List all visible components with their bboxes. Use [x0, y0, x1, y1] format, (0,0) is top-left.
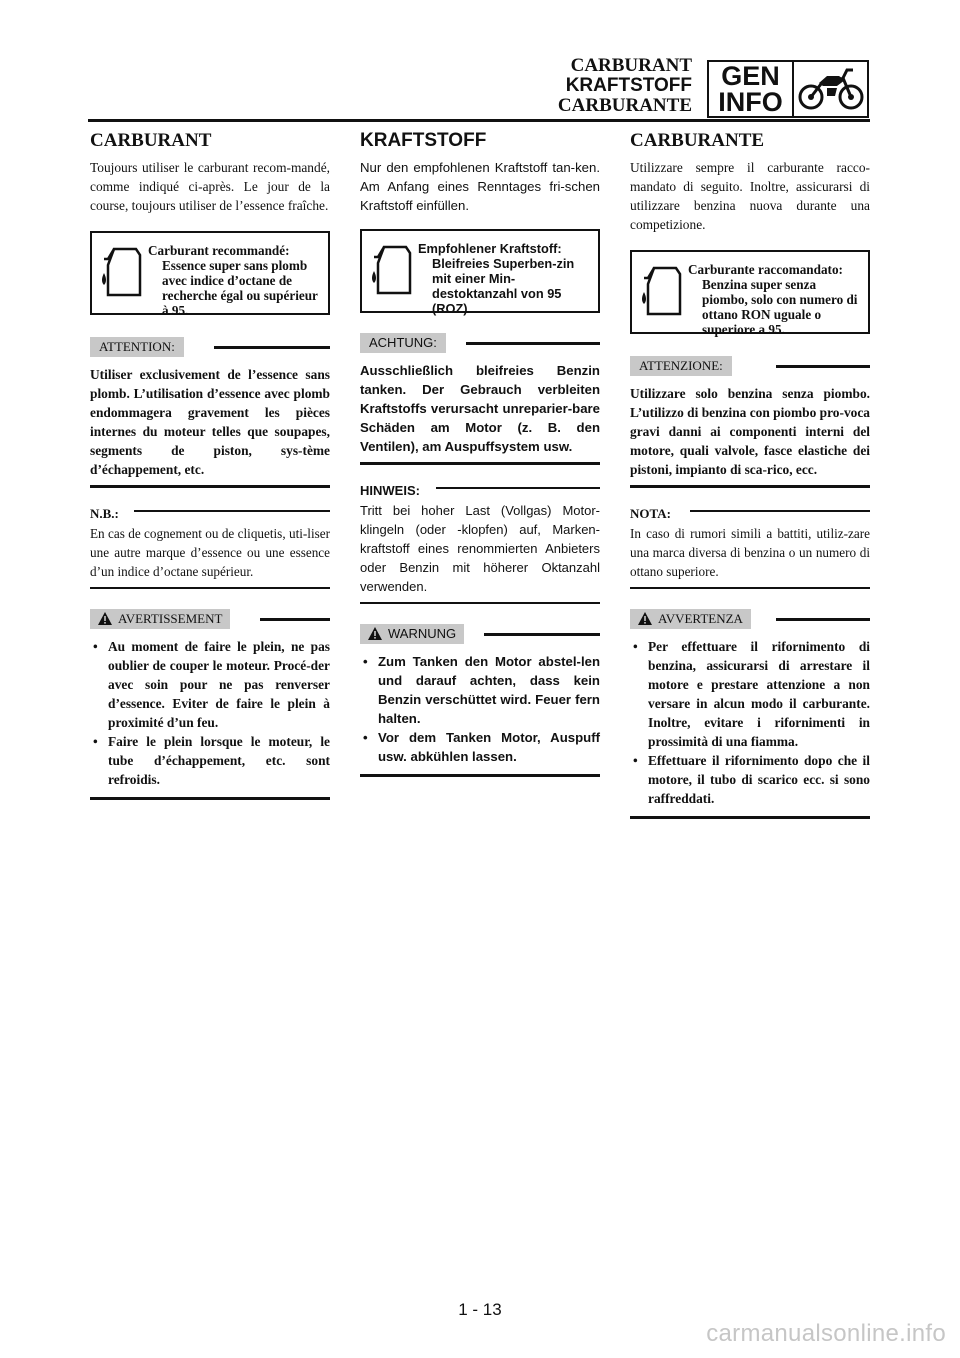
note-label: HINWEIS: [360, 483, 420, 498]
warning-list [630, 637, 870, 808]
header-title-fr: CARBURANT [570, 55, 692, 76]
note-text: Tritt bei hoher Last (Vollgas) Motor-klingeln (oder -klopfen) auf, Marken-kraftstoff eines renommierten Anbieters oder Benzin mit höherer Oktanzahl verwenden. [360, 503, 600, 594]
fuel-spec: Essence super sans plomb avec indice d’octane de recherche égal ou supérieur à 95. [162, 258, 318, 318]
warning-item: • Vor dem Tanken Motor, Auspuff usw. abkühlen lassen. [360, 728, 600, 766]
motorcycle-icon [797, 66, 865, 112]
note-text: In caso di rumori simili a battiti, utiliz-zare una marca diversa di benzina o un numero di ottano superiore. [630, 526, 870, 579]
recommended-fuel-box [360, 229, 600, 316]
intro-text: Toujours utiliser le carburant recom-mandé, comme indiqué ci-après. Le jour de la course, toujours utiliser de l’essence fraîche. [90, 160, 330, 213]
fuel-spec: Benzina super senza piombo, solo con numero di ottano RON uguale o superiore a 95. [702, 277, 858, 337]
fuel-can-icon [370, 243, 414, 299]
warning-item: • Per effettuare il rifornimento di benzina, assicurarsi di arrestare il motore e prestare attenzione a non versare in alcun modo il carburante. Inoltre, evitare i rifornimenti in prossimità di una fiamma. [630, 637, 870, 751]
header-titles [558, 56, 692, 116]
warning-list [90, 637, 330, 789]
note-label: N.B.: [90, 506, 119, 521]
intro-text: Nur den empfohlenen Kraftstoff tan-ken. Am Anfang eines Renntages fri-schen Kraftstoff einfüllen. [360, 160, 600, 213]
warning-label: WARNUNG [388, 626, 457, 641]
attention-label: ATTENTION: [90, 337, 184, 357]
attention-rule [214, 346, 330, 349]
page-number: 1 - 13 [458, 1300, 502, 1319]
warning-tag [90, 609, 230, 629]
warning-tag [630, 609, 751, 629]
warning-triangle-icon [367, 626, 383, 641]
header-title-it: CARBURANTE [557, 95, 692, 116]
attention-text: Utilizzare solo benzina senza piombo. L’utilizzo di benzina con piombo pro-voca gravi danni ai componenti interni del motore, quali valvole, fasce elastiche dei pistoni, impianto di sca-rico, ecc. [630, 386, 870, 477]
attention-label: ATTENZIONE: [630, 356, 732, 376]
section-heading: CARBURANT [90, 130, 212, 151]
note-text: En cas de cognement ou de cliquetis, uti-liser une autre marque d’essence ou une essence d’un indice d’octane supérieur. [90, 526, 330, 579]
fuel-title: Carburant recommandé: [148, 243, 290, 258]
gen-info-label: GEN INFO [709, 62, 794, 116]
section-heading: CARBURANTE [630, 130, 765, 151]
attention-label: ACHTUNG: [360, 333, 446, 353]
header-title-de: KRAFTSTOFF [565, 75, 692, 96]
intro-text: Utilizzare sempre il carburante racco-mandato di seguito. Inoltre, assicurarsi di utilizzare benzina nuova durante una competizione. [630, 160, 870, 232]
warning-tag [360, 624, 464, 644]
warning-item: • Zum Tanken den Motor abstel-len und darauf achten, dass kein Benzin verschüttet wird. Feuer fern halten. [360, 652, 600, 728]
attention-text: Utiliser exclusivement de l’essence sans plomb. L’utilisation d’essence avec plomb endommagera gravement les pièces internes du moteur telles que soupapes, segments de piston, sys-tème d’échappement, etc. [90, 367, 330, 477]
recommended-fuel-box [630, 250, 870, 337]
fuel-title: Carburante raccomandato: [688, 262, 843, 277]
attention-text: Ausschließlich bleifreies Benzin tanken. Der Gebrauch verbleiten Kraftstoffs verursacht unreparier-bare Schäden am Motor (z. B. den Ventilen), am Auspuffsystem usw. [360, 363, 600, 454]
warning-item: • Effettuare il rifornimento dopo che il motore, il tubo di scarico ecc. si sono raffreddati. [630, 751, 870, 808]
header-rule [88, 119, 870, 122]
column-de [360, 130, 600, 777]
warning-label: AVERTISSEMENT [118, 611, 223, 626]
warning-label: AVVERTENZA [658, 611, 743, 626]
fuel-can-icon [640, 264, 684, 320]
section-heading: KRAFTSTOFF [360, 130, 487, 151]
warning-item: • Faire le plein lorsque le moteur, le tube d’échappement, etc. sont refroidis. [90, 732, 330, 789]
warning-triangle-icon [97, 611, 113, 626]
watermark: carmanualsonline.info [706, 1320, 946, 1347]
note-label: NOTA: [630, 506, 671, 521]
column-fr [90, 130, 330, 800]
warning-list [360, 652, 600, 766]
warning-triangle-icon [637, 611, 653, 626]
column-it [630, 130, 870, 819]
fuel-title: Empfohlener Kraftstoff: [418, 241, 562, 256]
recommended-fuel-box [90, 231, 330, 318]
warning-item: • Au moment de faire le plein, ne pas oublier de couper le moteur. Procé-der avec soin pour ne pas renverser d’essence. Eviter de faire le plein à proximité d’un feu. [90, 637, 330, 732]
fuel-spec: Bleifreies Superben-zin mit einer Min-destoktanzahl von 95 (ROZ) [432, 256, 575, 316]
gen-info-badge [707, 60, 869, 118]
fuel-can-icon [100, 245, 144, 301]
